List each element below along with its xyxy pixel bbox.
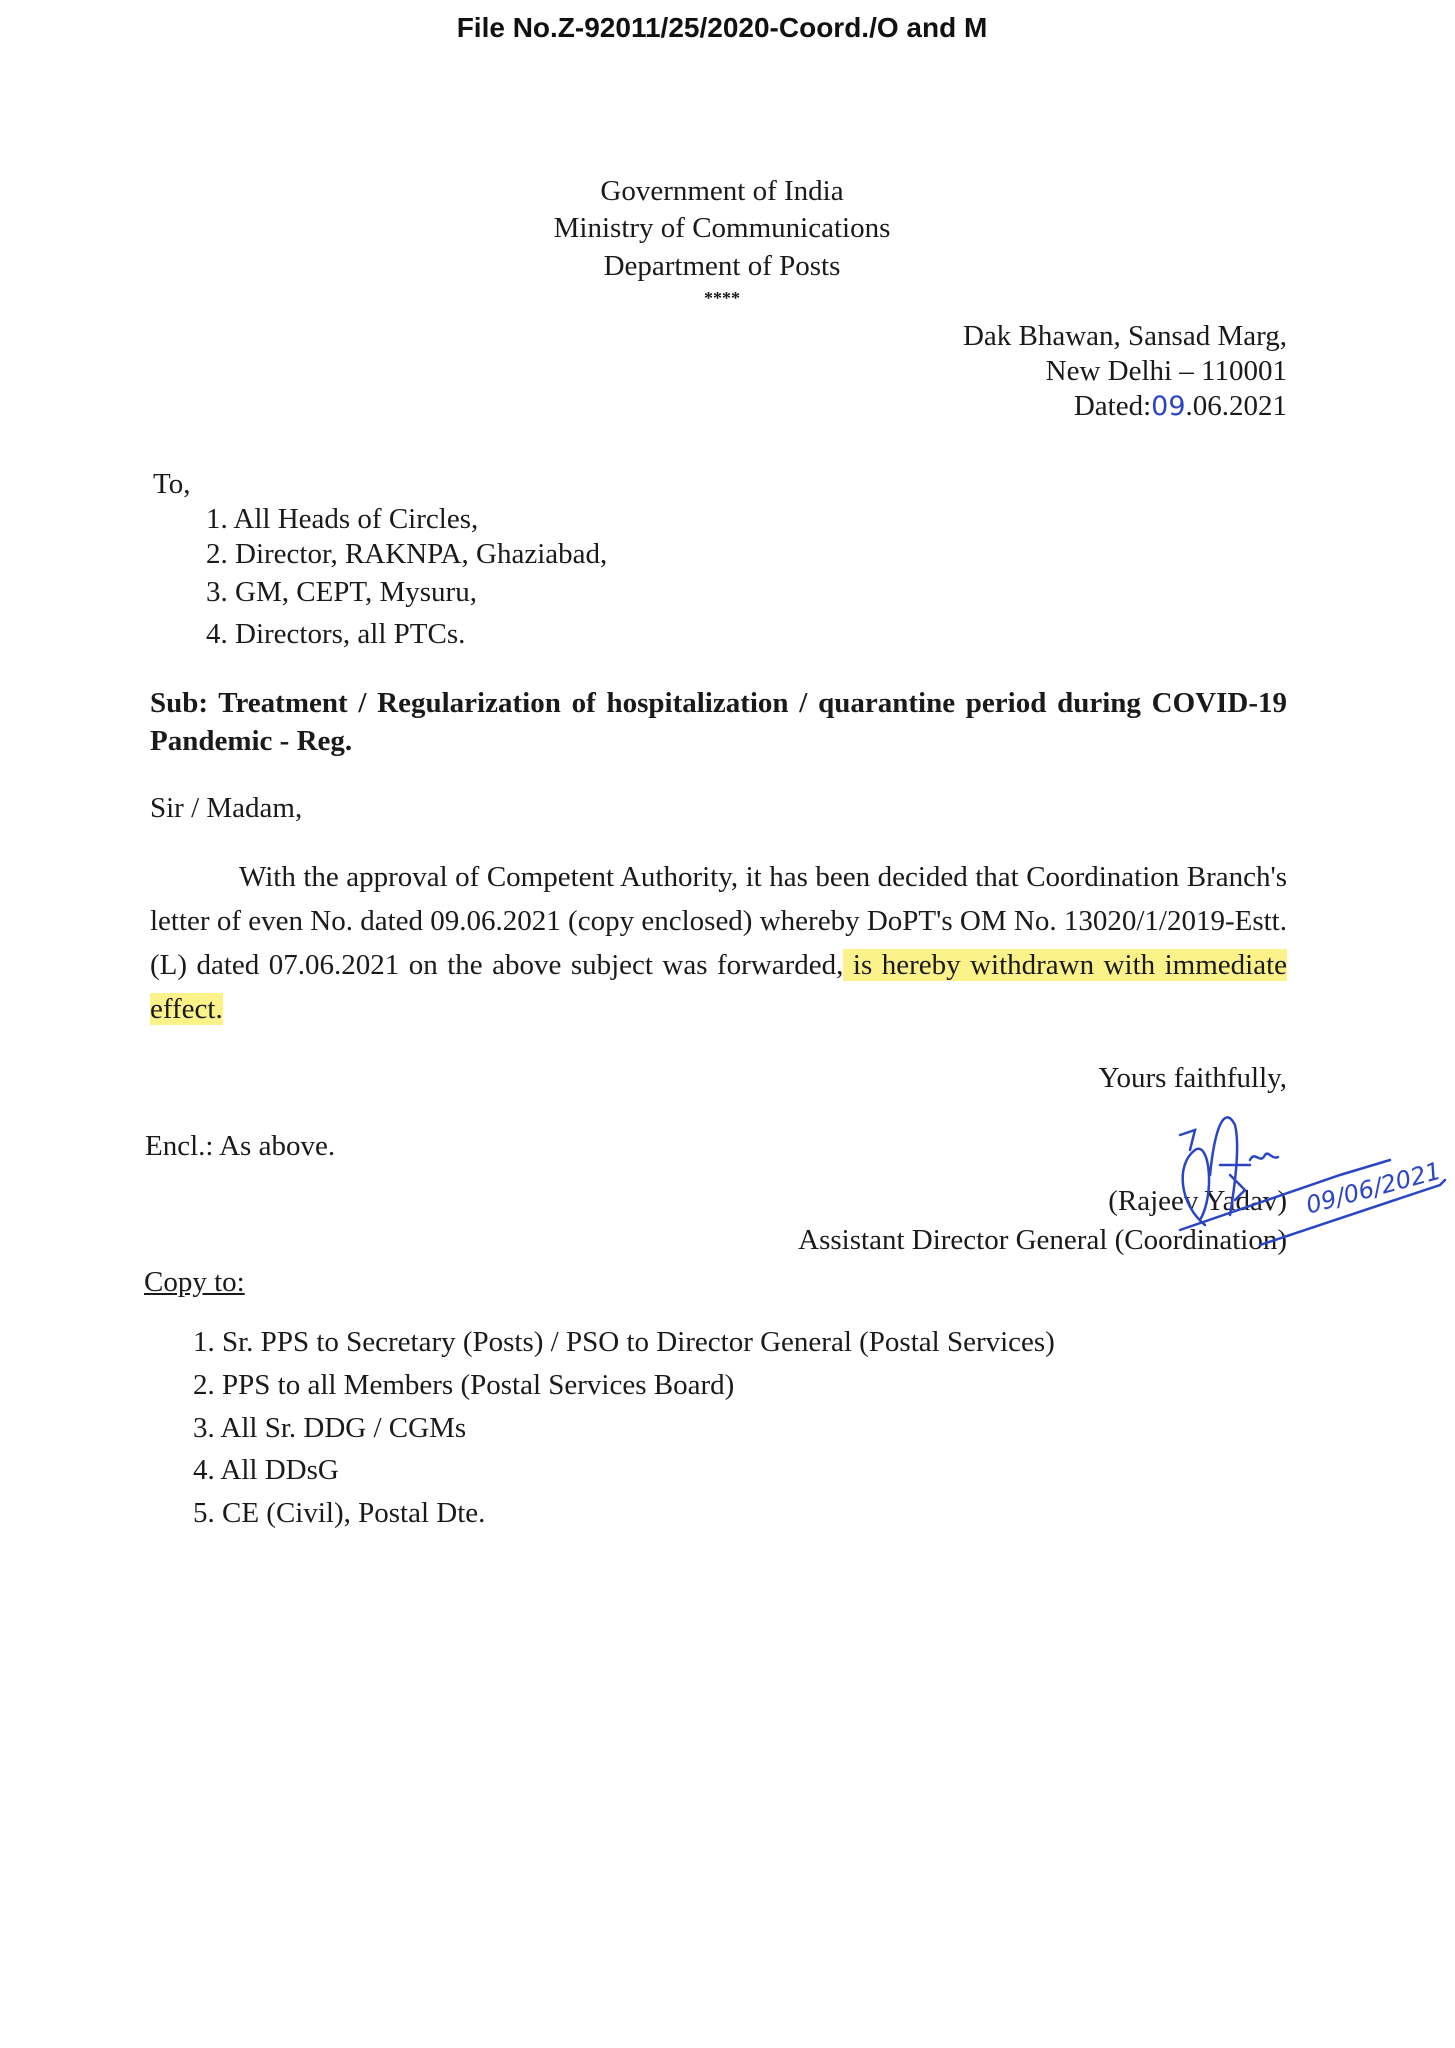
letterhead-department: Department of Posts — [603, 250, 841, 282]
address-line-2: New Delhi – 110001 — [1045, 355, 1287, 387]
date-line — [1074, 390, 1287, 423]
copy-to-item: 1. Sr. PPS to Secretary (Posts) / PSO to Director General (Postal Services) — [193, 1326, 1055, 1358]
letterhead-stars: **** — [704, 288, 740, 308]
to-label: To, — [153, 468, 191, 500]
highlighted-text: is hereby withdrawn with immediate effect. — [150, 949, 1288, 1025]
salutation: Sir / Madam, — [150, 792, 303, 824]
signature-icon — [1140, 1105, 1450, 1255]
letterhead-ministry: Ministry of Communications — [553, 212, 891, 244]
body-text: With the approval of Competent Authority, it has been decided that Coordination Branch's letter of even No. dated 09.06.2021 (copy enclosed) whereby DoPT's OM No. 13020/1/2019-Estt.(L) dated 07.06.2021 on the above subject was forwarded, — [150, 861, 1287, 981]
copy-to-item: 2. PPS to all Members (Postal Services Board) — [193, 1369, 735, 1401]
signature-date: 09/06/2021 — [1303, 1156, 1444, 1220]
copy-to-item: 3. All Sr. DDG / CGMs — [193, 1412, 467, 1444]
signatory-designation: Assistant Director General (Coordination) — [798, 1224, 1287, 1256]
recipient-item: 3. GM, CEPT, Mysuru, — [206, 576, 477, 608]
subject-line: Sub: Treatment / Regularization of hospitalization / quarantine period during COVID-19 Pandemic - Reg. — [150, 687, 1287, 757]
closing: Yours faithfully, — [1098, 1062, 1287, 1094]
dated-label: Dated: — [1073, 390, 1152, 422]
copy-to-item: 5. CE (Civil), Postal Dte. — [193, 1497, 486, 1529]
recipient-item: 1. All Heads of Circles, — [206, 503, 479, 535]
copy-to-item: 4. All DDsG — [193, 1454, 339, 1486]
copy-to-label: Copy to: — [144, 1266, 245, 1298]
dated-day-handwritten: 09 — [1151, 391, 1186, 422]
body-paragraph — [150, 855, 1287, 1031]
letterhead-government: Government of India — [600, 175, 844, 207]
file-number: File No.Z-92011/25/2020-Coord./O and M — [456, 12, 988, 43]
recipient-item: 2. Director, RAKNPA, Ghaziabad, — [206, 538, 608, 570]
signatory-name: (Rajeev Yadav) — [1108, 1185, 1287, 1217]
recipient-item: 4. Directors, all PTCs. — [206, 618, 466, 650]
address-line-1: Dak Bhawan, Sansad Marg, — [962, 320, 1287, 352]
dated-rest: .06.2021 — [1185, 390, 1287, 422]
enclosure: Encl.: As above. — [145, 1130, 336, 1162]
